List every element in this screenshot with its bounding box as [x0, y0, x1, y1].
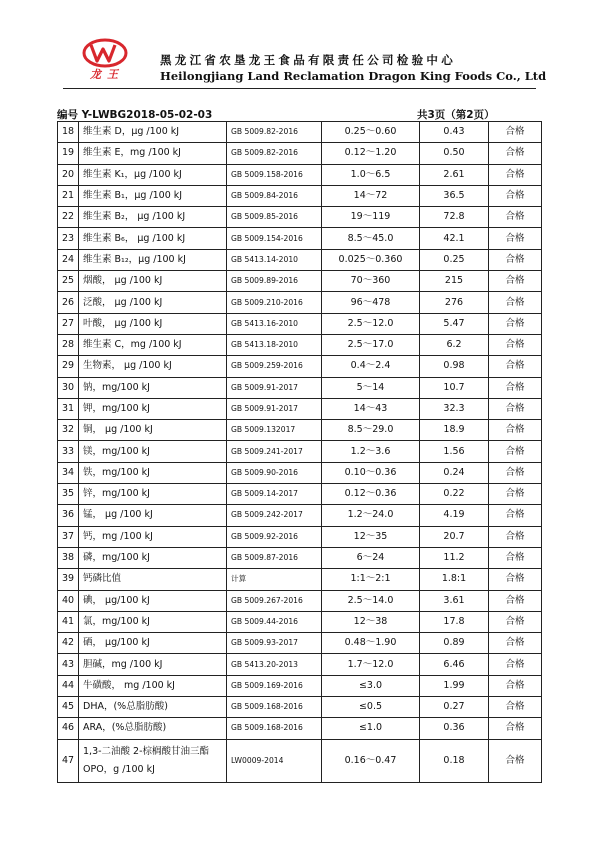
test-item-cell: 维生素 E，mg /100 kJ [79, 143, 227, 164]
test-method-cell: GB 5009.44-2016 [227, 611, 322, 632]
standard-range-cell: 2.5～12.0 [322, 313, 420, 334]
test-result-cell: 72.8 [420, 207, 489, 228]
test-results-table [57, 121, 542, 783]
test-item-cell: 维生素 K₁，μg /100 kJ [79, 164, 227, 185]
table-row [58, 207, 542, 228]
test-result-cell: 6.46 [420, 654, 489, 675]
test-item-cell: 维生素 D，μg /100 kJ [79, 122, 227, 143]
test-result-cell: 5.47 [420, 313, 489, 334]
standard-range-cell: 1.7～12.0 [322, 654, 420, 675]
table-row [58, 526, 542, 547]
test-method-cell: GB 5009.89-2016 [227, 271, 322, 292]
table-row [58, 441, 542, 462]
verdict-cell: 合格 [489, 505, 542, 526]
verdict-cell: 合格 [489, 292, 542, 313]
row-number-cell: 31 [58, 398, 79, 419]
standard-range-cell: 0.4～2.4 [322, 356, 420, 377]
test-result-cell: 4.19 [420, 505, 489, 526]
test-item-cell: 1,3-二油酸 2-棕榈酸甘油三酯 OPO，g /100 kJ [79, 739, 227, 782]
test-method-cell: GB 5009.93-2017 [227, 633, 322, 654]
test-result-cell: 17.8 [420, 611, 489, 632]
test-result-cell: 0.43 [420, 122, 489, 143]
company-logo [70, 38, 140, 80]
test-method-cell: GB 5009.85-2016 [227, 207, 322, 228]
row-number-cell: 27 [58, 313, 79, 334]
verdict-cell: 合格 [489, 377, 542, 398]
table-row [58, 377, 542, 398]
test-method-cell: GB 5009.92-2016 [227, 526, 322, 547]
row-number-cell: 40 [58, 590, 79, 611]
test-item-cell: 磷，mg/100 kJ [79, 547, 227, 568]
test-method-cell: GB 5009.132017 [227, 420, 322, 441]
standard-range-cell: 19～119 [322, 207, 420, 228]
test-result-cell: 6.2 [420, 334, 489, 355]
test-method-cell: GB 5009.210-2016 [227, 292, 322, 313]
test-item-cell: 维生素 B₁₂，μg /100 kJ [79, 249, 227, 270]
standard-range-cell: 1.0～6.5 [322, 164, 420, 185]
table-row [58, 675, 542, 696]
standard-range-cell: 0.48～1.90 [322, 633, 420, 654]
verdict-cell: 合格 [489, 271, 542, 292]
table-row [58, 462, 542, 483]
test-result-cell: 0.22 [420, 484, 489, 505]
verdict-cell: 合格 [489, 654, 542, 675]
test-method-cell: GB 5009.169-2016 [227, 675, 322, 696]
table-row [58, 484, 542, 505]
verdict-cell: 合格 [489, 228, 542, 249]
test-result-cell: 0.24 [420, 462, 489, 483]
standard-range-cell: ≤0.5 [322, 697, 420, 718]
test-result-cell: 18.9 [420, 420, 489, 441]
test-item-cell: 泛酸， μg /100 kJ [79, 292, 227, 313]
row-number-cell: 44 [58, 675, 79, 696]
test-item-cell: 钠，mg/100 kJ [79, 377, 227, 398]
verdict-cell: 合格 [489, 718, 542, 739]
row-number-cell: 26 [58, 292, 79, 313]
row-number-cell: 28 [58, 334, 79, 355]
test-method-cell: GB 5009.90-2016 [227, 462, 322, 483]
table-row [58, 164, 542, 185]
verdict-cell: 合格 [489, 462, 542, 483]
test-item-cell: 锰， μg /100 kJ [79, 505, 227, 526]
standard-range-cell: 96～478 [322, 292, 420, 313]
test-item-cell: 铜， μg /100 kJ [79, 420, 227, 441]
test-method-cell: LW0009-2014 [227, 739, 322, 782]
test-result-cell: 0.89 [420, 633, 489, 654]
page-info: 共3页（第2页） [417, 109, 495, 121]
test-result-cell: 0.27 [420, 697, 489, 718]
verdict-cell: 合格 [489, 313, 542, 334]
verdict-cell: 合格 [489, 207, 542, 228]
test-method-cell: GB 5009.87-2016 [227, 547, 322, 568]
row-number-cell: 33 [58, 441, 79, 462]
verdict-cell: 合格 [489, 697, 542, 718]
test-method-cell: GB 5009.91-2017 [227, 398, 322, 419]
standard-range-cell: 2.5～14.0 [322, 590, 420, 611]
company-name-cn: 黑龙江省农垦龙王食品有限责任公司检验中心 [160, 53, 456, 67]
table-row [58, 122, 542, 143]
standard-range-cell: 0.12～0.36 [322, 484, 420, 505]
logo-text: 龙王 [90, 68, 124, 81]
row-number-cell: 23 [58, 228, 79, 249]
table-row [58, 292, 542, 313]
verdict-cell: 合格 [489, 739, 542, 782]
test-result-cell: 276 [420, 292, 489, 313]
test-item-cell: 钙磷比值 [79, 569, 227, 590]
test-result-cell: 11.2 [420, 547, 489, 568]
verdict-cell: 合格 [489, 164, 542, 185]
test-method-cell: GB 5413.20-2013 [227, 654, 322, 675]
row-number-cell: 29 [58, 356, 79, 377]
header-divider [63, 88, 536, 89]
verdict-cell: 合格 [489, 611, 542, 632]
verdict-cell: 合格 [489, 420, 542, 441]
test-method-cell: GB 5009.259-2016 [227, 356, 322, 377]
standard-range-cell: 0.10～0.36 [322, 462, 420, 483]
table-row [58, 249, 542, 270]
verdict-cell: 合格 [489, 633, 542, 654]
standard-range-cell: 12～38 [322, 611, 420, 632]
test-item-cell: 生物素， μg /100 kJ [79, 356, 227, 377]
verdict-cell: 合格 [489, 441, 542, 462]
table-row [58, 739, 542, 782]
test-result-cell: 20.7 [420, 526, 489, 547]
test-item-cell: 烟酸， μg /100 kJ [79, 271, 227, 292]
test-item-cell: 氯，mg/100 kJ [79, 611, 227, 632]
test-item-cell: DHA，(%总脂肪酸) [79, 697, 227, 718]
standard-range-cell: 1:1～2:1 [322, 569, 420, 590]
test-result-cell: 36.5 [420, 185, 489, 206]
row-number-cell: 42 [58, 633, 79, 654]
row-number-cell: 20 [58, 164, 79, 185]
row-number-cell: 30 [58, 377, 79, 398]
row-number-cell: 39 [58, 569, 79, 590]
row-number-cell: 35 [58, 484, 79, 505]
test-method-cell: GB 5009.168-2016 [227, 697, 322, 718]
verdict-cell: 合格 [489, 526, 542, 547]
standard-range-cell: 8.5～45.0 [322, 228, 420, 249]
verdict-cell: 合格 [489, 334, 542, 355]
company-name-en: Heilongjiang Land Reclamation Dragon King Foods Co., Ltd [160, 69, 547, 83]
table-row [58, 547, 542, 568]
verdict-cell: 合格 [489, 356, 542, 377]
standard-range-cell: 0.025～0.360 [322, 249, 420, 270]
row-number-cell: 45 [58, 697, 79, 718]
table-row [58, 697, 542, 718]
test-item-cell: ARA，(%总脂肪酸) [79, 718, 227, 739]
table-row [58, 356, 542, 377]
test-item-cell: 钙，mg /100 kJ [79, 526, 227, 547]
verdict-cell: 合格 [489, 249, 542, 270]
verdict-cell: 合格 [489, 185, 542, 206]
table-row [58, 398, 542, 419]
table-row [58, 611, 542, 632]
test-result-cell: 32.3 [420, 398, 489, 419]
table-row [58, 334, 542, 355]
test-method-cell: 计算 [227, 569, 322, 590]
test-method-cell: GB 5413.18-2010 [227, 334, 322, 355]
test-result-cell: 0.98 [420, 356, 489, 377]
test-method-cell: GB 5413.14-2010 [227, 249, 322, 270]
standard-range-cell: 0.12～1.20 [322, 143, 420, 164]
verdict-cell: 合格 [489, 569, 542, 590]
test-item-cell: 维生素 B₆， μg /100 kJ [79, 228, 227, 249]
table-row [58, 143, 542, 164]
document-number: 编号 Y-LWBG2018-05-02-03 [57, 109, 213, 121]
test-method-cell: GB 5009.91-2017 [227, 377, 322, 398]
row-number-cell: 34 [58, 462, 79, 483]
verdict-cell: 合格 [489, 143, 542, 164]
standard-range-cell: ≤1.0 [322, 718, 420, 739]
row-number-cell: 41 [58, 611, 79, 632]
standard-range-cell: 14～72 [322, 185, 420, 206]
test-method-cell: GB 5009.154-2016 [227, 228, 322, 249]
test-method-cell: GB 5009.84-2016 [227, 185, 322, 206]
row-number-cell: 36 [58, 505, 79, 526]
row-number-cell: 37 [58, 526, 79, 547]
table-row [58, 718, 542, 739]
test-method-cell: GB 5009.242-2017 [227, 505, 322, 526]
row-number-cell: 21 [58, 185, 79, 206]
row-number-cell: 46 [58, 718, 79, 739]
standard-range-cell: 1.2～3.6 [322, 441, 420, 462]
test-method-cell: GB 5009.82-2016 [227, 122, 322, 143]
standard-range-cell: 2.5～17.0 [322, 334, 420, 355]
verdict-cell: 合格 [489, 122, 542, 143]
test-item-cell: 维生素 B₁，μg /100 kJ [79, 185, 227, 206]
standard-range-cell: 6～24 [322, 547, 420, 568]
table-row [58, 420, 542, 441]
table-row [58, 590, 542, 611]
test-result-cell: 1.8:1 [420, 569, 489, 590]
standard-range-cell: 8.5～29.0 [322, 420, 420, 441]
verdict-cell: 合格 [489, 590, 542, 611]
test-item-cell: 牛磺酸， mg /100 kJ [79, 675, 227, 696]
row-number-cell: 43 [58, 654, 79, 675]
table-body [58, 122, 542, 783]
standard-range-cell: 0.25～0.60 [322, 122, 420, 143]
test-result-cell: 0.25 [420, 249, 489, 270]
test-method-cell: GB 5009.82-2016 [227, 143, 322, 164]
standard-range-cell: 14～43 [322, 398, 420, 419]
test-method-cell: GB 5009.14-2017 [227, 484, 322, 505]
test-item-cell: 铁，mg/100 kJ [79, 462, 227, 483]
test-result-cell: 10.7 [420, 377, 489, 398]
test-item-cell: 碘， μg/100 kJ [79, 590, 227, 611]
test-item-cell: 胆碱，mg /100 kJ [79, 654, 227, 675]
row-number-cell: 18 [58, 122, 79, 143]
test-result-cell: 1.99 [420, 675, 489, 696]
test-method-cell: GB 5413.16-2010 [227, 313, 322, 334]
standard-range-cell: ≤3.0 [322, 675, 420, 696]
row-number-cell: 47 [58, 739, 79, 782]
table-row [58, 505, 542, 526]
test-item-cell: 维生素 B₂， μg /100 kJ [79, 207, 227, 228]
test-result-cell: 0.36 [420, 718, 489, 739]
test-item-cell: 叶酸， μg /100 kJ [79, 313, 227, 334]
test-result-cell: 215 [420, 271, 489, 292]
verdict-cell: 合格 [489, 484, 542, 505]
test-method-cell: GB 5009.241-2017 [227, 441, 322, 462]
test-result-cell: 1.56 [420, 441, 489, 462]
row-number-cell: 19 [58, 143, 79, 164]
verdict-cell: 合格 [489, 398, 542, 419]
test-method-cell: GB 5009.267-2016 [227, 590, 322, 611]
table-row [58, 633, 542, 654]
table-row [58, 271, 542, 292]
table-row [58, 228, 542, 249]
standard-range-cell: 12～35 [322, 526, 420, 547]
verdict-cell: 合格 [489, 547, 542, 568]
test-result-cell: 0.50 [420, 143, 489, 164]
test-item-cell: 维生素 C，mg /100 kJ [79, 334, 227, 355]
test-result-cell: 0.18 [420, 739, 489, 782]
test-item-cell: 锌，mg/100 kJ [79, 484, 227, 505]
test-item-cell: 镁，mg/100 kJ [79, 441, 227, 462]
test-result-cell: 42.1 [420, 228, 489, 249]
row-number-cell: 32 [58, 420, 79, 441]
test-method-cell: GB 5009.168-2016 [227, 718, 322, 739]
row-number-cell: 24 [58, 249, 79, 270]
row-number-cell: 22 [58, 207, 79, 228]
test-item-cell: 钾，mg/100 kJ [79, 398, 227, 419]
verdict-cell: 合格 [489, 675, 542, 696]
table-row [58, 654, 542, 675]
table-row [58, 569, 542, 590]
standard-range-cell: 0.16～0.47 [322, 739, 420, 782]
standard-range-cell: 5～14 [322, 377, 420, 398]
standard-range-cell: 70～360 [322, 271, 420, 292]
test-result-cell: 2.61 [420, 164, 489, 185]
row-number-cell: 38 [58, 547, 79, 568]
test-method-cell: GB 5009.158-2016 [227, 164, 322, 185]
row-number-cell: 25 [58, 271, 79, 292]
standard-range-cell: 1.2～24.0 [322, 505, 420, 526]
test-item-cell: 硒， μg/100 kJ [79, 633, 227, 654]
test-result-cell: 3.61 [420, 590, 489, 611]
table-row [58, 313, 542, 334]
table-row [58, 185, 542, 206]
